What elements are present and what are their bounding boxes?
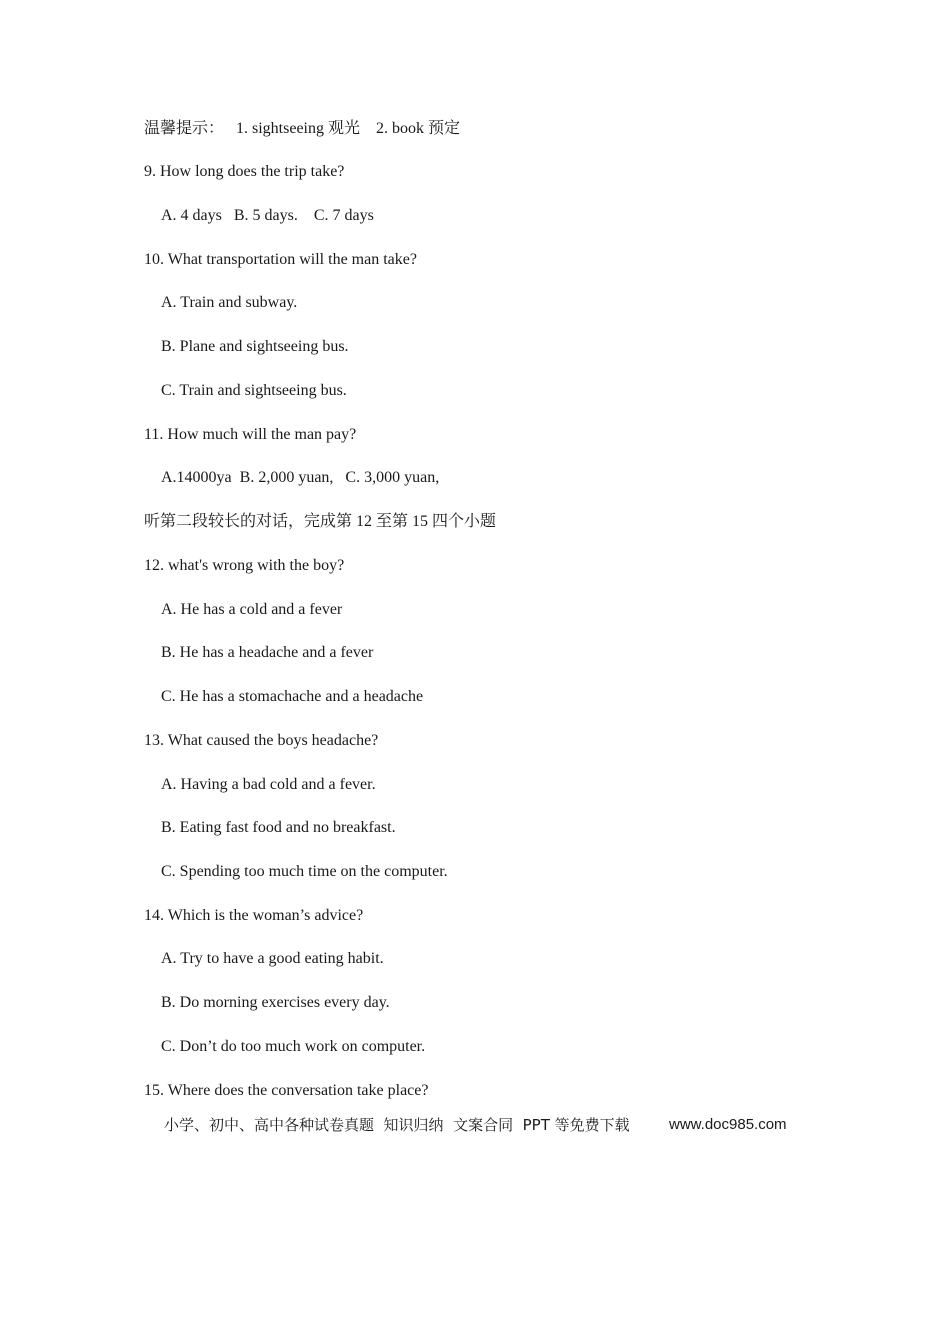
- section-instruction: 听第二段较长的对话，完成第 12 至第 15 四个小题: [144, 513, 497, 530]
- question-10-option-c: C. Train and sightseeing bus.: [161, 382, 347, 399]
- question-9-options: A. 4 days B. 5 days. C. 7 days: [161, 207, 374, 224]
- question-14-option-b: B. Do morning exercises every day.: [161, 994, 390, 1011]
- question-10-option-a: A. Train and subway.: [161, 294, 298, 311]
- question-12-option-a: A. He has a cold and a fever: [161, 601, 343, 618]
- question-12-option-b: B. He has a headache and a fever: [161, 644, 374, 661]
- question-13-option-b: B. Eating fast food and no breakfast.: [161, 819, 396, 836]
- question-15: 15. Where does the conversation take place?: [144, 1082, 429, 1099]
- footer-url-link[interactable]: www.doc985.com: [669, 1116, 787, 1133]
- question-10-option-b: B. Plane and sightseeing bus.: [161, 338, 349, 355]
- question-12: 12. what's wrong with the boy?: [144, 557, 345, 574]
- question-10: 10. What transportation will the man take?: [144, 251, 417, 268]
- vocabulary-tip: 温馨提示： 1. sightseeing 观光 2. book 预定: [144, 120, 460, 137]
- question-14-option-c: C. Don’t do too much work on computer.: [161, 1038, 426, 1055]
- question-12-option-c: C. He has a stomachache and a headache: [161, 688, 424, 705]
- question-13-option-c: C. Spending too much time on the computer.: [161, 863, 448, 880]
- question-14-option-a: A. Try to have a good eating habit.: [161, 950, 384, 967]
- question-11: 11. How much will the man pay?: [144, 426, 357, 443]
- question-11-options: A.14000ya B. 2,000 yuan, C. 3,000 yuan,: [161, 469, 440, 486]
- question-13-option-a: A. Having a bad cold and a fever.: [161, 776, 376, 793]
- question-9: 9. How long does the trip take?: [144, 163, 345, 180]
- footer-text: 小学、初中、高中各种试卷真题 知识归纳 文案合同 PPT 等免费下载: [164, 1116, 630, 1134]
- question-13: 13. What caused the boys headache?: [144, 732, 379, 749]
- question-14: 14. Which is the woman’s advice?: [144, 907, 364, 924]
